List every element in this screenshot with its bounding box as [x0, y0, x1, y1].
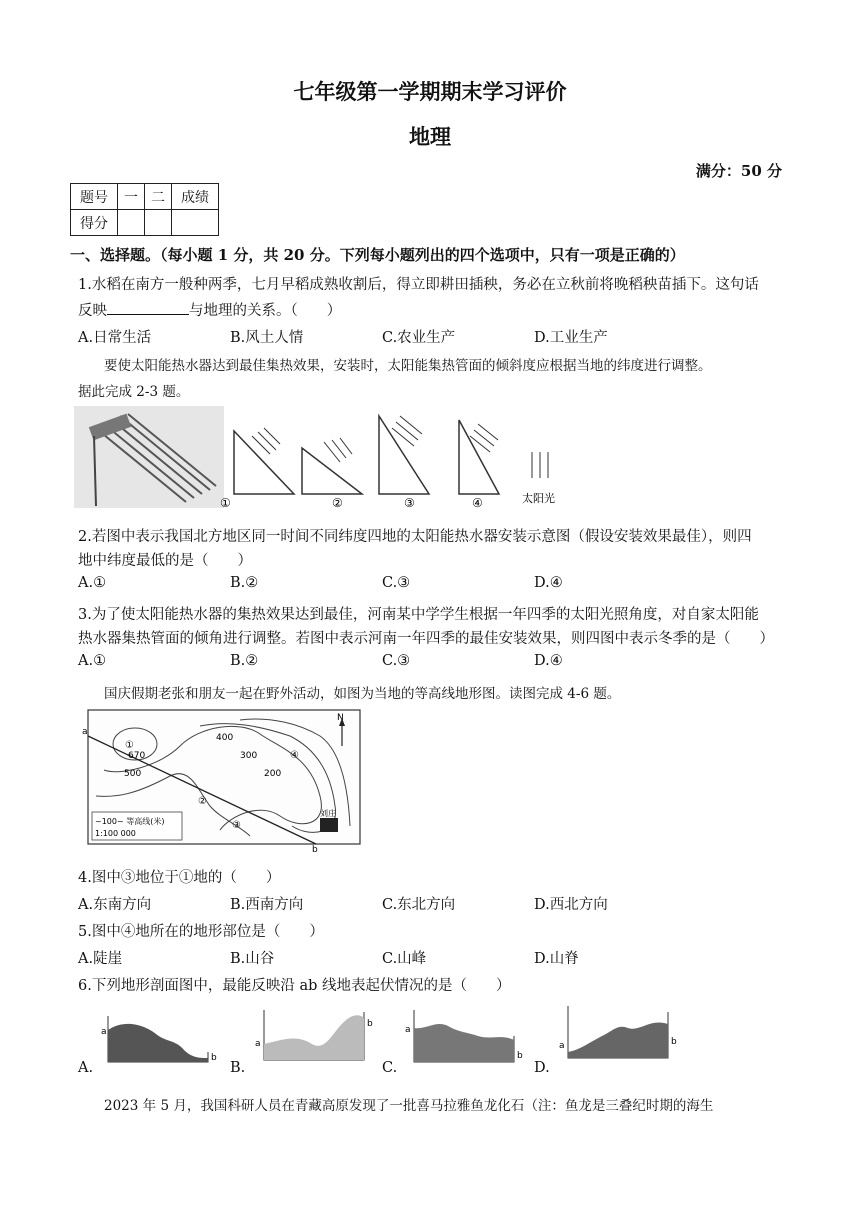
table-cell: 成绩 — [172, 184, 219, 210]
point-a-label: a — [82, 727, 88, 737]
q5-option-d: D.山脊 — [534, 951, 579, 967]
passage-1-line-1: 要使太阳能热水器达到最佳集热效果，安装时，太阳能集热管面的倾斜度应根据当地的纬度进行调整。 — [104, 358, 712, 374]
question-4-line: 4.图中③地位于①地的（ ） — [78, 870, 281, 886]
q3-option-d: D.④ — [534, 653, 563, 669]
q6-option-a: A. — [78, 1060, 94, 1076]
question-text: 与地理的关系。（ ） — [189, 303, 342, 319]
profile-a — [96, 1012, 226, 1074]
profile-a-b: b — [211, 1053, 217, 1063]
score-table — [70, 183, 219, 236]
question-3-line-2: 热水器集热管面的倾角进行调整。若图中表示河南一年四季的最佳安装效果，则四图中表示冬季的是（ ） — [78, 631, 774, 647]
q1-option-a: A.日常生活 — [78, 330, 152, 346]
profile-d-b: b — [671, 1037, 677, 1047]
triangle-1 — [234, 431, 294, 494]
question-1-line-1: 1.水稻在南方一般种两季，七月早稻成熟收割后，得立即耕田插秧，务必在立秋前将晚稻秧苗插下。这句话 — [78, 277, 759, 293]
q5-option-a: A.陡崖 — [78, 951, 123, 967]
contour-label-400: 400 — [216, 733, 234, 743]
triangle-4 — [459, 420, 499, 494]
q2-option-a: A.① — [78, 575, 107, 591]
question-5-line: 5.图中④地所在的地形部位是（ ） — [78, 924, 324, 940]
profile-a-terrain — [108, 1024, 208, 1062]
q2-option-b: B.② — [230, 575, 259, 591]
q4-option-b: B.西南方向 — [230, 897, 304, 913]
table-cell — [145, 210, 172, 236]
sunlight-label: 太阳光 — [522, 492, 555, 505]
point-b-label: b — [312, 845, 318, 854]
q3-option-c: C.③ — [382, 653, 411, 669]
q6-option-b: B. — [230, 1060, 246, 1076]
profile-b — [252, 1004, 382, 1066]
question-3-line-1: 3.为了使太阳能热水器的集热效果达到最佳，河南某中学学生根据一年四季的太阳光照角度，对自家太阳能 — [78, 607, 759, 623]
figure-label-4: ④ — [472, 496, 483, 510]
peak-elevation: 670 — [128, 751, 146, 761]
q4-option-c: C.东北方向 — [382, 897, 456, 913]
table-row — [71, 184, 219, 210]
table-cell: 题号 — [71, 184, 118, 210]
triangle-2 — [302, 448, 362, 494]
page-title: 七年级第一学期期末学习评价 — [293, 79, 567, 104]
profile-b-b: b — [367, 1019, 373, 1029]
legend-contour: ~100~ 等高线(米) — [95, 817, 165, 826]
map-point-2: ② — [198, 796, 207, 807]
profile-c-a: a — [405, 1025, 411, 1035]
profile-c-b: b — [517, 1051, 523, 1061]
solar-heater-figure — [74, 406, 594, 512]
village-icon — [320, 818, 338, 832]
contour-label-500: 500 — [124, 769, 142, 779]
passage-1-line-2: 据此完成 2-3 题。 — [78, 384, 190, 400]
profile-a-a: a — [101, 1027, 107, 1037]
figure-label-3: ③ — [404, 496, 415, 510]
question-2-line-2: 地中纬度最低的是（ ） — [78, 553, 252, 569]
question-1-line-2 — [78, 299, 341, 320]
passage-2-line-1: 国庆假期老张和朋友一起在野外活动，如图为当地的等高线地形图。读图完成 4-6 题。 — [104, 686, 621, 702]
profile-b-a: a — [255, 1039, 261, 1049]
profile-c — [402, 1006, 532, 1068]
q5-option-b: B.山谷 — [230, 951, 275, 967]
question-2-line-1: 2.若图中表示我国北方地区同一时间不同纬度四地的太阳能热水器安装示意图（假设安装效果最佳），则四 — [78, 529, 752, 545]
profile-c-terrain — [414, 1024, 514, 1062]
q1-option-b: B.风土人情 — [230, 330, 304, 346]
table-cell — [118, 210, 145, 236]
table-cell — [172, 210, 219, 236]
table-cell: 二 — [145, 184, 172, 210]
q1-option-d: D.工业生产 — [534, 330, 608, 346]
q3-option-a: A.① — [78, 653, 107, 669]
q6-option-c: C. — [382, 1060, 398, 1076]
sun-ray-arrows — [252, 416, 548, 478]
map-point-1: ① — [125, 740, 134, 751]
q4-option-d: D.西北方向 — [534, 897, 608, 913]
passage-3-line-1: 2023 年 5 月，我国科研人员在青藏高原发现了一批喜马拉雅鱼龙化石（注：鱼龙是三叠纪时期的海生 — [104, 1098, 714, 1114]
profile-d-a: a — [559, 1041, 565, 1051]
contour-label-200: 200 — [264, 769, 282, 779]
q3-option-b: B.② — [230, 653, 259, 669]
q2-option-c: C.③ — [382, 575, 411, 591]
table-cell: 得分 — [71, 210, 118, 236]
section-heading: 一、选择题。（每小题 1 分，共 20 分。下列每小题列出的四个选项中，只有一项是正确的） — [70, 246, 685, 264]
contour-label-300: 300 — [240, 751, 258, 761]
q5-option-c: C.山峰 — [382, 951, 427, 967]
q4-option-a: A.东南方向 — [78, 897, 152, 913]
question-6-line: 6.下列地形剖面图中，最能反映沿 ab 线地表起伏情况的是（ ） — [78, 978, 511, 994]
question-text: 反映 — [78, 303, 107, 319]
village-label: 刘庄 — [320, 809, 336, 818]
map-point-4: ④ — [290, 750, 299, 761]
profile-d-terrain — [568, 1022, 668, 1058]
subject-title: 地理 — [409, 124, 451, 149]
q1-option-c: C.农业生产 — [382, 330, 456, 346]
figure-label-1: ① — [220, 496, 231, 510]
table-row — [71, 210, 219, 236]
contour-map — [80, 706, 365, 854]
full-score: 满分：50 分 — [695, 162, 782, 180]
q2-option-d: D.④ — [534, 575, 563, 591]
map-point-3: ③ — [232, 820, 241, 831]
q6-option-d: D. — [534, 1060, 550, 1076]
north-label: N — [337, 713, 344, 723]
table-cell: 一 — [118, 184, 145, 210]
profile-b-terrain — [264, 1015, 364, 1060]
figure-label-2: ② — [332, 496, 343, 510]
profile-d — [556, 1002, 686, 1064]
legend-scale: 1:100 000 — [95, 829, 136, 838]
answer-blank — [107, 300, 189, 315]
triangle-3 — [379, 416, 429, 494]
